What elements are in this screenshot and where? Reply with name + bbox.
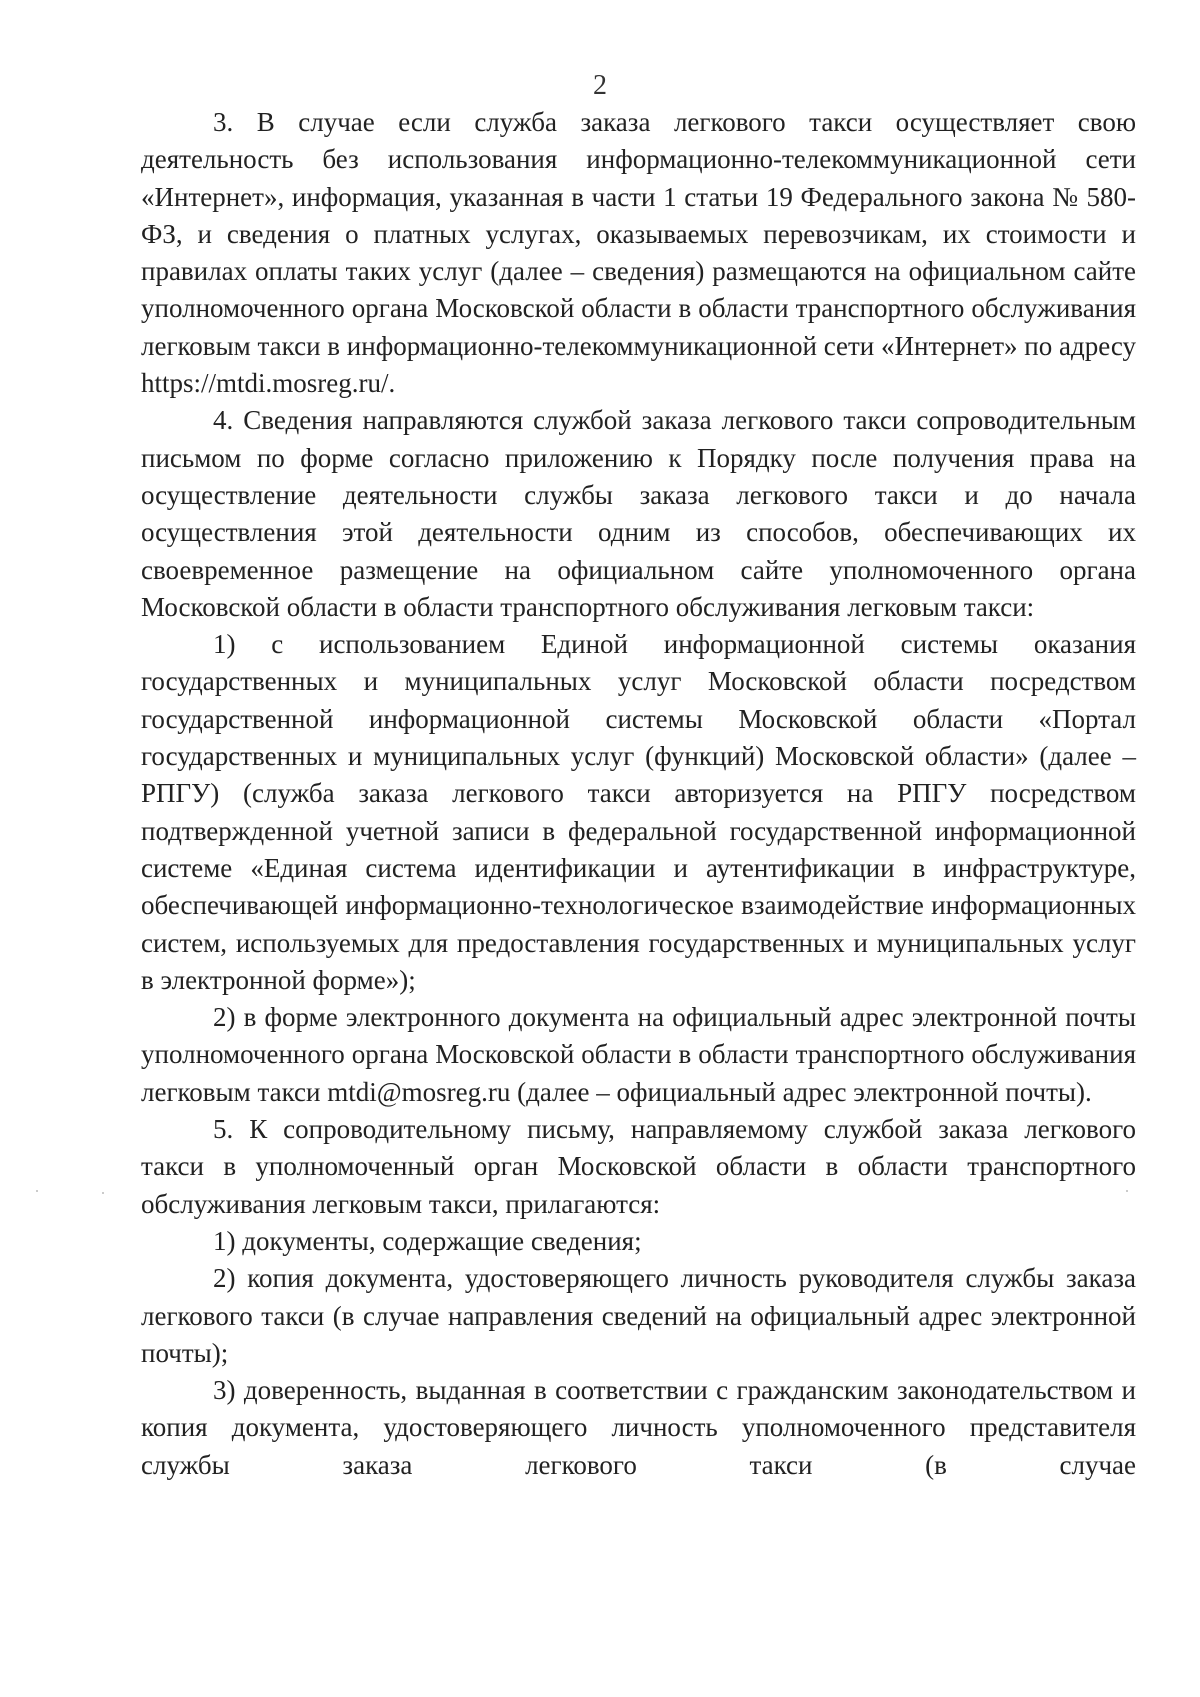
paragraph-5-attachments: 5. К сопроводительному письму, направляемому службой заказа легкового такси в уполномоченный орган Московской области в области транспортного обслуживания легковым такси, прилагаются: bbox=[141, 1114, 1136, 1219]
paragraph-4-submission: 4. Сведения направляются службой заказа легкового такси сопроводительным письмом по форме согласно приложению к Порядку после получения права на осуществление деятельности службы заказа легкового такси и до начала осуществления этой деятельности одним из способов, обеспечивающих их своевременное размещение на официальном сайте уполномоченного органа Московской области в области транспортного обслуживания легковым такси: bbox=[141, 405, 1136, 622]
scan-artifact-dot bbox=[1126, 1190, 1128, 1192]
paragraph-5-item-3: 3) доверенность, выданная в соответствии с гражданским законодательством и копия документа, удостоверяющего личность уполномоченного представителя службы заказа легкового такси (в случае bbox=[141, 1375, 1136, 1480]
paragraph-5-item-1: 1) документы, содержащие сведения; bbox=[213, 1225, 642, 1256]
paragraph-4-item-1-rpgu: 1) с использованием Единой информационной системы оказания государственных и муниципальных услуг Московской области посредством государственной информационной системы Московской области «Портал государственных и муниципальных услуг (функций) Московской области» (далее – РПГУ) (служба заказа легкового такси авторизуется на РПГУ посредством подтвержденной учетной записи в федеральной государственной информационной системе «Единая система идентификации и аутентификации в инфраструктуре, обеспечивающей информационно-технологическое взаимодействие информационных систем, используемых для предоставления государственных и муниципальных услуг в электронной форме»); bbox=[141, 629, 1136, 995]
scan-artifact-dot bbox=[102, 1192, 104, 1194]
document-body bbox=[141, 104, 1136, 1484]
paragraph-4-item-2-email: 2) в форме электронного документа на официальный адрес электронной почты уполномоченного органа Московской области в области транспортного обслуживания легковым такси mtdi@mosreg.ru (далее – официальный адрес электронной почты). bbox=[141, 1002, 1136, 1107]
paragraph-5-item-2: 2) копия документа, удостоверяющего личность руководителя службы заказа легкового такси (в случае направления сведений на официальный адрес электронной почты); bbox=[141, 1263, 1136, 1368]
scan-artifact-dot bbox=[36, 1190, 38, 1192]
page-number: 2 bbox=[593, 70, 607, 101]
paragraph-3-info-placement: 3. В случае если служба заказа легкового такси осуществляет свою деятельность без использования информационно-телекоммуникационной сети «Интернет», информация, указанная в части 1 статьи 19 Федерального закона № 580-ФЗ, и сведения о платных услугах, оказываемых перевозчикам, их стоимости и правилах оплаты таких услуг (далее – сведения) размещаются на официальном сайте уполномоченного органа Московской области в области транспортного обслуживания легковым такси в информационно-телекоммуникационной сети «Интернет» по адресу https://mtdi.mosreg.ru/. bbox=[141, 107, 1136, 399]
